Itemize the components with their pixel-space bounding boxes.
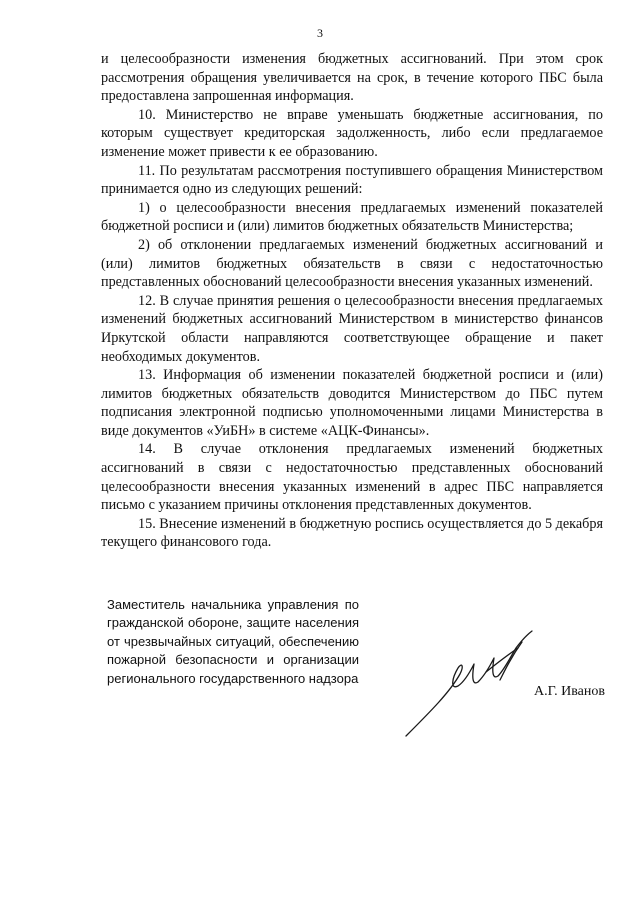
paragraph-11-item-2: 2) об отклонении предлагаемых изменений бюджетных ассигнований и (или) лимитов бюджетных обязательств в связи с недостаточностью представленных обоснований целесообразности внесения указанных изменений. bbox=[101, 236, 603, 291]
paragraph-15: 15. Внесение изменений в бюджетную роспись осуществляется до 5 декабря текущего финансового года. bbox=[101, 515, 603, 551]
page-number: 3 bbox=[317, 26, 323, 40]
signer-position-title: Заместитель начальника управления по гражданской обороне, защите населения от чрезвычайных ситуаций, обеспечению пожарной безопасности и организации регионального государственного надзора bbox=[107, 597, 359, 686]
document-body bbox=[101, 50, 603, 552]
paragraph-14: 14. В случае отклонения предлагаемых изменений бюджетных ассигнований в связи с недостаточностью представленных обоснований целесообразности внесения указанных изменений в адрес ПБС направляется письмо с указанием причины отклонения представленных документов. bbox=[101, 441, 603, 514]
handwritten-signature bbox=[400, 628, 550, 738]
paragraph-10: 10. Министерство не вправе уменьшать бюджетные ассигнования, по которым существует кредиторская задолженность, либо если предлагаемое изменение может привести к ее образованию. bbox=[101, 106, 603, 160]
paragraph-continuation: и целесообразности изменения бюджетных ассигнований. При этом срок рассмотрения обращения увеличивается на срок, в течение которого ПБС была предоставлена запрошенная информация. bbox=[101, 51, 603, 105]
paragraph-11-item-1: 1) о целесообразности внесения предлагаемых изменений показателей бюджетной росписи и (или) лимитов бюджетных обязательств Министерства; bbox=[101, 199, 603, 235]
paragraph-13: 13. Информация об изменении показателей бюджетной росписи и (или) лимитов бюджетных обязательств доводится Министерством до ПБС путем подписания электронной подписью уполномоченными лицами Министерства в виде документов «УиБН» в системе «АЦК-Финансы». bbox=[101, 367, 603, 439]
paragraph-12: 12. В случае принятия решения о целесообразности внесения предлагаемых изменений бюджетных ассигнований Министерством в министерство финансов Иркутской области направляются соответствующее обращение и пакет необходимых документов. bbox=[101, 292, 603, 365]
paragraph-11: 11. По результатам рассмотрения поступившего обращения Министерством принимается одно из следующих решений: bbox=[101, 162, 603, 198]
signer-name: А.Г. Иванов bbox=[534, 684, 605, 699]
